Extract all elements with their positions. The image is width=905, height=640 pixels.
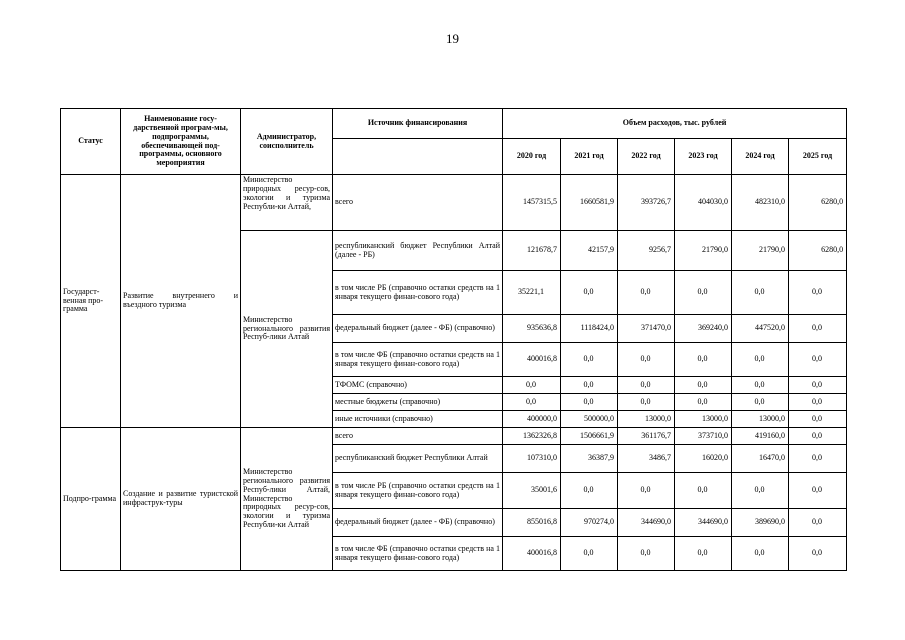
value-cell: 21790,0 xyxy=(732,231,789,271)
value-cell: 36387,9 xyxy=(561,445,618,473)
value-cell: 35221,1 xyxy=(503,271,561,315)
value-cell: 0,0 xyxy=(789,315,847,343)
value-cell: 0,0 xyxy=(675,473,732,509)
value-cell: 0,0 xyxy=(789,537,847,571)
value-cell: 400016,8 xyxy=(503,343,561,377)
value-cell: 0,0 xyxy=(561,343,618,377)
header-source: Источник финансирования xyxy=(333,109,503,139)
value-cell: 3486,7 xyxy=(618,445,675,473)
value-cell: 0,0 xyxy=(561,473,618,509)
value-cell: 1362326,8 xyxy=(503,428,561,445)
source-cell: всего xyxy=(333,175,503,231)
value-cell: 400016,8 xyxy=(503,537,561,571)
value-cell: 344690,0 xyxy=(675,509,732,537)
value-cell: 369240,0 xyxy=(675,315,732,343)
value-cell: 373710,0 xyxy=(675,428,732,445)
source-cell: в том числе РБ (справочно остатки средств на 1 января текущего финан-сового года) xyxy=(333,473,503,509)
value-cell: 1457315,5 xyxy=(503,175,561,231)
value-cell: 16020,0 xyxy=(675,445,732,473)
source-cell: республиканский бюджет Республики Алтай xyxy=(333,445,503,473)
value-cell: 0,0 xyxy=(789,445,847,473)
header-name: Наименование госу-дарственной програм-мы, подпрограммы, обеспечивающей под-программы, основного мероприятия xyxy=(121,109,241,175)
source-cell: в том числе ФБ (справочно остатки средств на 1 января текущего финан-сового года) xyxy=(333,343,503,377)
source-cell: федеральный бюджет (далее - ФБ) (справочно) xyxy=(333,315,503,343)
value-cell: 13000,0 xyxy=(675,411,732,428)
value-cell: 0,0 xyxy=(618,271,675,315)
value-cell: 35001,6 xyxy=(503,473,561,509)
value-cell: 0,0 xyxy=(618,343,675,377)
name-cell: Развитие внутреннего и въездного туризма xyxy=(121,175,241,428)
table-row xyxy=(61,175,847,231)
value-cell: 0,0 xyxy=(789,271,847,315)
value-cell: 0,0 xyxy=(732,343,789,377)
value-cell: 389690,0 xyxy=(732,509,789,537)
value-cell: 361176,7 xyxy=(618,428,675,445)
source-cell: в том числе ФБ (справочно остатки средств на 1 января текущего финан-сового года) xyxy=(333,537,503,571)
value-cell: 855016,8 xyxy=(503,509,561,537)
value-cell: 0,0 xyxy=(618,537,675,571)
source-cell: ТФОМС (справочно) xyxy=(333,377,503,394)
value-cell: 0,0 xyxy=(732,473,789,509)
source-cell: всего xyxy=(333,428,503,445)
source-cell: федеральный бюджет (далее - ФБ) (справочно) xyxy=(333,509,503,537)
header-status: Статус xyxy=(61,109,121,175)
value-cell: 0,0 xyxy=(789,377,847,394)
value-cell: 0,0 xyxy=(732,377,789,394)
value-cell: 0,0 xyxy=(732,271,789,315)
source-cell: в том числе РБ (справочно остатки средств на 1 января текущего финан-сового года) xyxy=(333,271,503,315)
value-cell: 16470,0 xyxy=(732,445,789,473)
admin-cell: Министерство регионального развития Респуб-лики Алтай, Министерство природных ресур-сов, экологии и туризма Республи-ки Алтай xyxy=(241,428,333,571)
status-cell: Подпро-грамма xyxy=(61,428,121,571)
value-cell: 0,0 xyxy=(789,343,847,377)
value-cell: 0,0 xyxy=(732,394,789,411)
value-cell: 0,0 xyxy=(503,394,561,411)
value-cell: 0,0 xyxy=(618,394,675,411)
budget-table xyxy=(60,108,847,571)
header-year: 2024 год xyxy=(732,139,789,175)
header-source-blank xyxy=(333,139,503,175)
source-cell: местные бюджеты (справочно) xyxy=(333,394,503,411)
value-cell: 9256,7 xyxy=(618,231,675,271)
value-cell: 447520,0 xyxy=(732,315,789,343)
table-row xyxy=(61,428,847,445)
admin-cell: Министерство регионального развития Респуб-лики Алтай xyxy=(241,231,333,428)
source-cell: иные источники (справочно) xyxy=(333,411,503,428)
value-cell: 0,0 xyxy=(789,394,847,411)
value-cell: 0,0 xyxy=(789,473,847,509)
value-cell: 400000,0 xyxy=(503,411,561,428)
value-cell: 0,0 xyxy=(789,509,847,537)
value-cell: 482310,0 xyxy=(732,175,789,231)
value-cell: 0,0 xyxy=(675,377,732,394)
value-cell: 1660581,9 xyxy=(561,175,618,231)
value-cell: 393726,7 xyxy=(618,175,675,231)
value-cell: 419160,0 xyxy=(732,428,789,445)
value-cell: 935636,8 xyxy=(503,315,561,343)
value-cell: 21790,0 xyxy=(675,231,732,271)
header-admin: Администратор, соисполнитель xyxy=(241,109,333,175)
value-cell: 500000,0 xyxy=(561,411,618,428)
header-year: 2021 год xyxy=(561,139,618,175)
value-cell: 0,0 xyxy=(561,377,618,394)
header-year: 2023 год xyxy=(675,139,732,175)
value-cell: 1506661,9 xyxy=(561,428,618,445)
header-row xyxy=(61,109,847,139)
value-cell: 0,0 xyxy=(561,394,618,411)
value-cell: 107310,0 xyxy=(503,445,561,473)
status-cell: Государст-венная про-грамма xyxy=(61,175,121,428)
value-cell: 404030,0 xyxy=(675,175,732,231)
value-cell: 1118424,0 xyxy=(561,315,618,343)
value-cell: 0,0 xyxy=(618,473,675,509)
value-cell: 13000,0 xyxy=(618,411,675,428)
value-cell: 0,0 xyxy=(561,271,618,315)
header-year: 2025 год xyxy=(789,139,847,175)
name-cell: Создание и развитие туристской инфраструк-туры xyxy=(121,428,241,571)
value-cell: 0,0 xyxy=(675,537,732,571)
source-cell: республиканский бюджет Республики Алтай (далее - РБ) xyxy=(333,231,503,271)
value-cell: 0,0 xyxy=(675,271,732,315)
value-cell: 0,0 xyxy=(732,537,789,571)
value-cell: 344690,0 xyxy=(618,509,675,537)
header-volume: Объем расходов, тыс. рублей xyxy=(503,109,847,139)
admin-cell: Министерство природных ресур-сов, экологии и туризма Республи-ки Алтай, xyxy=(241,175,333,231)
value-cell: 6280,0 xyxy=(789,175,847,231)
page-number: 19 xyxy=(446,31,459,46)
value-cell: 6280,0 xyxy=(789,231,847,271)
value-cell: 0,0 xyxy=(675,343,732,377)
value-cell: 970274,0 xyxy=(561,509,618,537)
value-cell: 42157,9 xyxy=(561,231,618,271)
value-cell: 0,0 xyxy=(618,377,675,394)
header-year: 2020 год xyxy=(503,139,561,175)
value-cell: 0,0 xyxy=(675,394,732,411)
value-cell: 0,0 xyxy=(561,537,618,571)
value-cell: 0,0 xyxy=(789,428,847,445)
header-year: 2022 год xyxy=(618,139,675,175)
value-cell: 13000,0 xyxy=(732,411,789,428)
value-cell: 0,0 xyxy=(789,411,847,428)
value-cell: 371470,0 xyxy=(618,315,675,343)
value-cell: 0,0 xyxy=(503,377,561,394)
value-cell: 121678,7 xyxy=(503,231,561,271)
